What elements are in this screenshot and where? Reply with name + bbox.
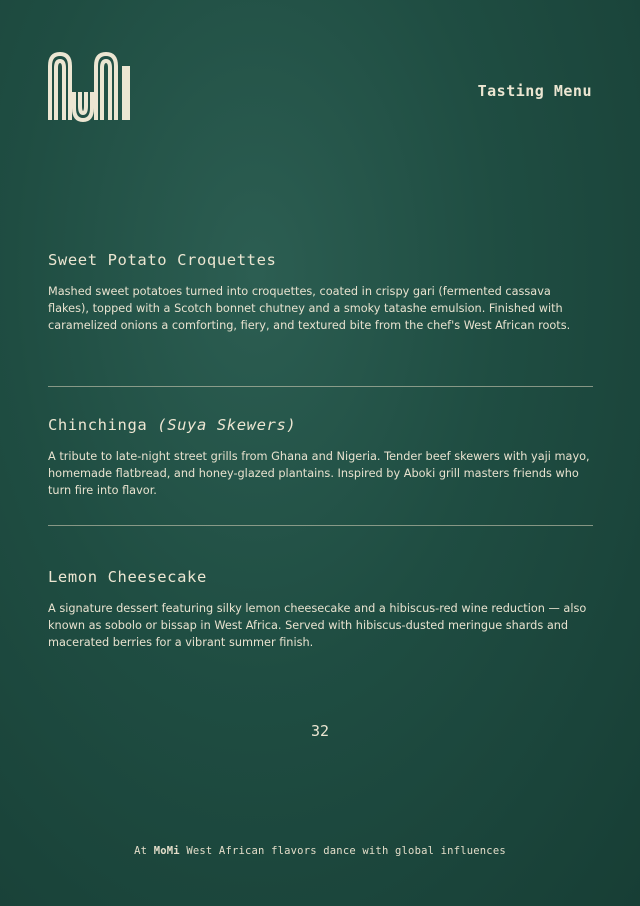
course-item [48,251,593,334]
course-item [48,568,593,651]
footer-prefix: At [134,845,148,857]
section-divider [48,386,593,387]
header-title: Tasting Menu [477,82,592,100]
course-description: A signature dessert featuring silky lemon cheesecake and a hibiscus-red wine reduction — also known as sobolo or bissap in West Africa. Served with hibiscus-dusted meringue shards and macerated berries for a vibrant summer finish. [48,602,587,649]
section-divider [48,525,593,526]
course-description: Mashed sweet potatoes turned into croquettes, coated in crispy gari (fermented cassava flakes), topped with a Scotch bonnet chutney and a smoky tatashe emulsion. Finished with caramelized onions a comforting, fiery, and textured bite from the chef's West African roots. [48,285,571,332]
course-subtitle: (Suya Skewers) [157,416,297,434]
footer-tagline [0,845,640,857]
momi-logo [48,52,130,122]
course-title [48,416,593,434]
page-number: 32 [310,722,330,740]
course-title-text: Chinchinga [48,416,148,434]
course-item [48,416,593,499]
footer-suffix: West African flavors dance with global influences [186,845,506,857]
footer-brand: MoMi [153,845,180,857]
course-title-text: Lemon Cheesecake [48,568,207,586]
course-title [48,251,593,269]
course-title-text: Sweet Potato Croquettes [48,251,277,269]
course-description: A tribute to late-night street grills from Ghana and Nigeria. Tender beef skewers with yaji mayo, homemade flatbread, and honey-glazed plantains. Inspired by Aboki grill masters friends who turn fire into flavor. [48,450,590,497]
course-title [48,568,593,586]
